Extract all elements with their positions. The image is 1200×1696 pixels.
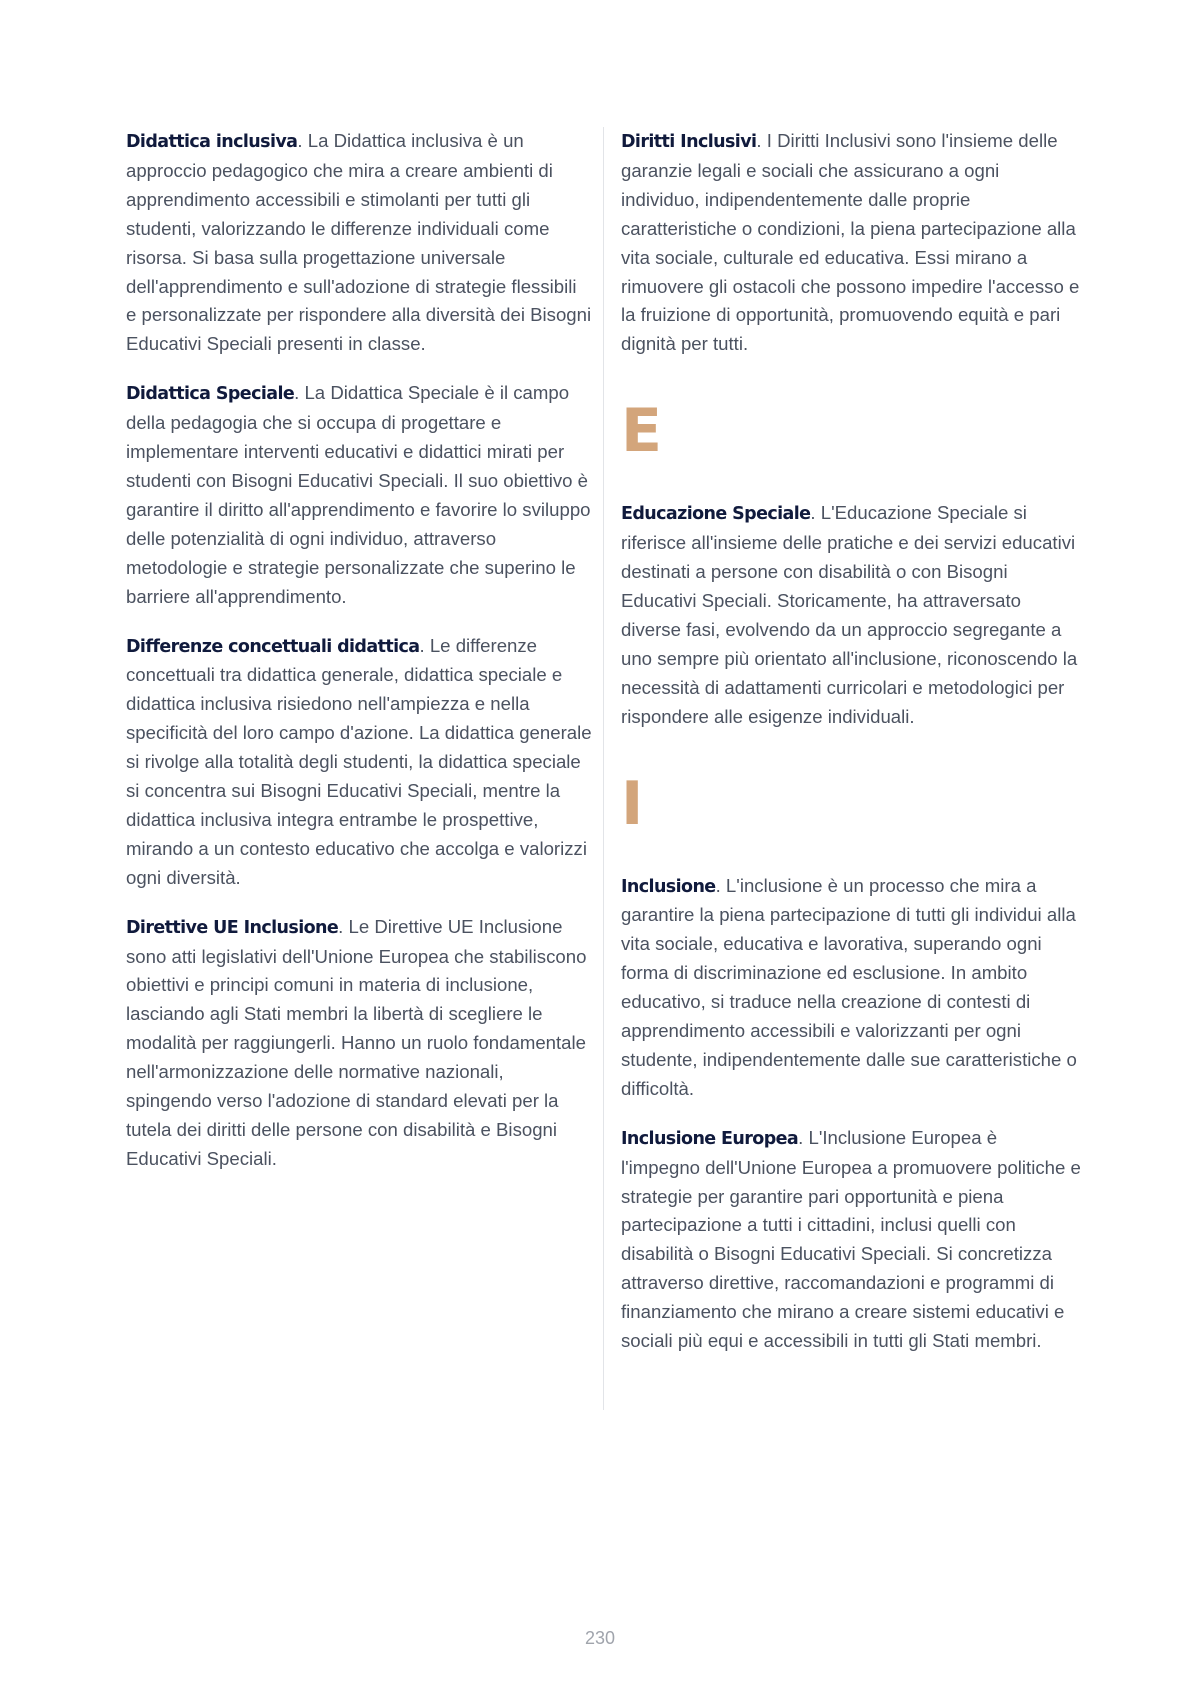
column-divider	[603, 127, 604, 1410]
entry-term: Diritti Inclusivi	[621, 132, 757, 152]
glossary-entry: Didattica Speciale. La Didattica Speciale è il campo della pedagogia che si occupa di progettare e implementare interventi educativi e didattici mirati per studenti con Bisogni Educativi Speciali. Il suo obiettivo è garantire il diritto all'apprendimento e favorire lo sviluppo delle potenzialità di ogni individuo, attraverso metodologie e strategie personalizzate che superino le barriere all'apprendimento.	[126, 382, 591, 607]
glossary-entry: Diritti Inclusivi. I Diritti Inclusivi sono l'insieme delle garanzie legali e sociali che assicurano a ogni individuo, indipendentemente dalle proprie caratteristiche o condizioni, la piena partecipazione alla vita sociale, culturale ed educativa. Essi mirano a rimuovere gli ostacoli che possono impedire l'accesso e la fruizione di opportunità, promuovendo equità e pari dignità per tutti.	[621, 130, 1080, 355]
entry-definition: I Diritti Inclusivi sono l'insieme delle garanzie legali e sociali che assicurano a ogni individuo, indipendentemente dalle proprie caratteristiche o condizioni, la piena partecipazione alla vita sociale, culturale ed educativa. Essi mirano a rimuovere gli ostacoli che possono impedire l'accesso e la fruizione di opportunità, promuovendo equità e pari dignità per tutti.	[621, 130, 1080, 355]
glossary-entry: Inclusione Europea. L'Inclusione Europea è l'impegno dell'Unione Europea a promuovere politiche e strategie per garantire pari opportunità e piena partecipazione a tutti i cittadini, inclusi quelli con disabilità o Bisogni Educativi Speciali. Si concretizza attraverso direttive, raccomandazioni e programmi di finanziamento che mirano a creare sistemi educativi e sociali più equi e accessibili in tutti gli Stati membri.	[621, 1126, 1081, 1352]
glossary-entry: Differenze concettuali didattica. Le differenze concettuali tra didattica generale, didattica speciale e didattica inclusiva risiedono nell'ampiezza e nella specificità del loro campo d'azione. La didattica generale si rivolge alla totalità degli studenti, la didattica speciale si concentra sui Bisogni Educativi Speciali, mentre la didattica inclusiva integra entrambe le prospettive, mirando a un contesto educativo che accolga e valorizzi ogni diversità.	[126, 634, 592, 888]
glossary-entry: Inclusione. L'inclusione è un processo che mira a garantire la piena partecipazione di tutti gli individui alla vita sociale, educativa e lavorativa, superando ogni forma di discriminazione ed esclusione. In ambito educativo, si traduce nella creazione di contesti di apprendimento accessibili e valorizzanti per ogni studente, indipendentemente dalle sue caratteristiche o difficoltà.	[621, 874, 1077, 1099]
entry-term: Didattica inclusiva	[126, 132, 298, 152]
entry-term: Inclusione Europea	[621, 1128, 799, 1149]
entry-term: Educazione Speciale	[621, 504, 811, 525]
entry-definition: La Didattica Speciale è il campo della pedagogia che si occupa di progettare e implementare interventi educativi e didattici mirati per studenti con Bisogni Educativi Speciali. Il suo obiettivo è garantire il diritto all'apprendimento e favorire lo sviluppo delle potenzialità di ogni individuo, attraverso metodologie e strategie personalizzate che superino le barriere all'apprendimento.	[126, 382, 591, 607]
entry-definition: L'Educazione Speciale si riferisce all'insieme delle pratiche e dei servizi educativi destinati a persone con disabilità o con Bisogni Educativi Speciali. Storicamente, ha attraversato diverse fasi, evolvendo da un approccio segregante a uno sempre più orientato all'inclusione, riconoscendo la necessità di adattamenti curricolari e metodologici per rispondere alle esigenze individuali.	[621, 502, 1078, 727]
section-letter-e: E	[621, 396, 662, 467]
entry-definition: L'Inclusione Europea è l'impegno dell'Unione Europea a promuovere politiche e strategie per garantire pari opportunità e piena partecipazione a tutti i cittadini, inclusi quelli con disabilità o Bisogni Educativi Speciali. Si concretizza attraverso direttive, raccomandazioni e programmi di finanziamento che mirano a creare sistemi educativi e sociali più equi e accessibili in tutti gli Stati membri.	[621, 1126, 1081, 1352]
page-number: 230	[584, 1628, 616, 1648]
entry-definition: Le Direttive UE Inclusione sono atti legislativi dell'Unione Europea che stabiliscono obiettivi e principi comuni in materia di inclusione, lasciando agli Stati membri la libertà di scegliere le modalità per raggiungerli. Hanno un ruolo fondamentale nell'armonizzazione delle normative nazionali, spingendo verso l'adozione di standard elevati per la tutela dei diritti delle persone con disabilità e Bisogni Educativi Speciali.	[126, 915, 587, 1169]
right-column	[621, 127, 1081, 1376]
glossary-entry: Educazione Speciale. L'Educazione Speciale si riferisce all'insieme delle pratiche e dei servizi educativi destinati a persone con disabilità o con Bisogni Educativi Speciali. Storicamente, ha attraversato diverse fasi, evolvendo da un approccio segregante a uno sempre più orientato all'inclusione, riconoscendo la necessità di adattamenti curricolari e metodologici per rispondere alle esigenze individuali.	[621, 502, 1078, 727]
entry-definition: La Didattica inclusiva è un approccio pedagogico che mira a creare ambienti di apprendimento accessibili e stimolanti per tutti gli studenti, valorizzando le differenze individuali come risorsa. Si basa sulla progettazione universale dell'apprendimento e sull'adozione di strategie flessibili e personalizzate per rispondere alla diversità dei Bisogni Educativi Speciali presenti in classe.	[126, 130, 592, 355]
entry-definition: L'inclusione è un processo che mira a garantire la piena partecipazione di tutti gli individui alla vita sociale, educativa e lavorativa, superando ogni forma di discriminazione ed esclusione. In ambito educativo, si traduce nella creazione di contesti di apprendimento accessibili e valorizzanti per ogni studente, indipendentemente dalle sue caratteristiche o difficoltà.	[621, 874, 1077, 1099]
entry-term: Differenze concettuali didattica	[126, 636, 420, 657]
left-column	[126, 127, 592, 1194]
entry-term: Inclusione	[621, 876, 716, 897]
entry-term: Direttive UE Inclusione	[126, 917, 339, 938]
glossary-entry: Direttive UE Inclusione. Le Direttive UE Inclusione sono atti legislativi dell'Unione Europea che stabiliscono obiettivi e principi comuni in materia di inclusione, lasciando agli Stati membri la libertà di scegliere le modalità per raggiungerli. Hanno un ruolo fondamentale nell'armonizzazione delle normative nazionali, spingendo verso l'adozione di standard elevati per la tutela dei diritti delle persone con disabilità e Bisogni Educativi Speciali.	[126, 915, 587, 1169]
entry-term: Didattica Speciale	[126, 384, 295, 405]
section-letter-i: I	[621, 768, 644, 839]
glossary-entry: Didattica inclusiva. La Didattica inclusiva è un approccio pedagogico che mira a creare ambienti di apprendimento accessibili e stimolanti per tutti gli studenti, valorizzando le differenze individuali come risorsa. Si basa sulla progettazione universale dell'apprendimento e sull'adozione di strategie flessibili e personalizzate per rispondere alla diversità dei Bisogni Educativi Speciali presenti in classe.	[126, 130, 592, 355]
entry-definition: Le differenze concettuali tra didattica generale, didattica speciale e didattica inclusiva risiedono nell'ampiezza e nella specificità del loro campo d'azione. La didattica generale si rivolge alla totalità degli studenti, la didattica speciale si concentra sui Bisogni Educativi Speciali, mentre la didattica inclusiva integra entrambe le prospettive, mirando a un contesto educativo che accolga e valorizzi ogni diversità.	[126, 634, 592, 888]
